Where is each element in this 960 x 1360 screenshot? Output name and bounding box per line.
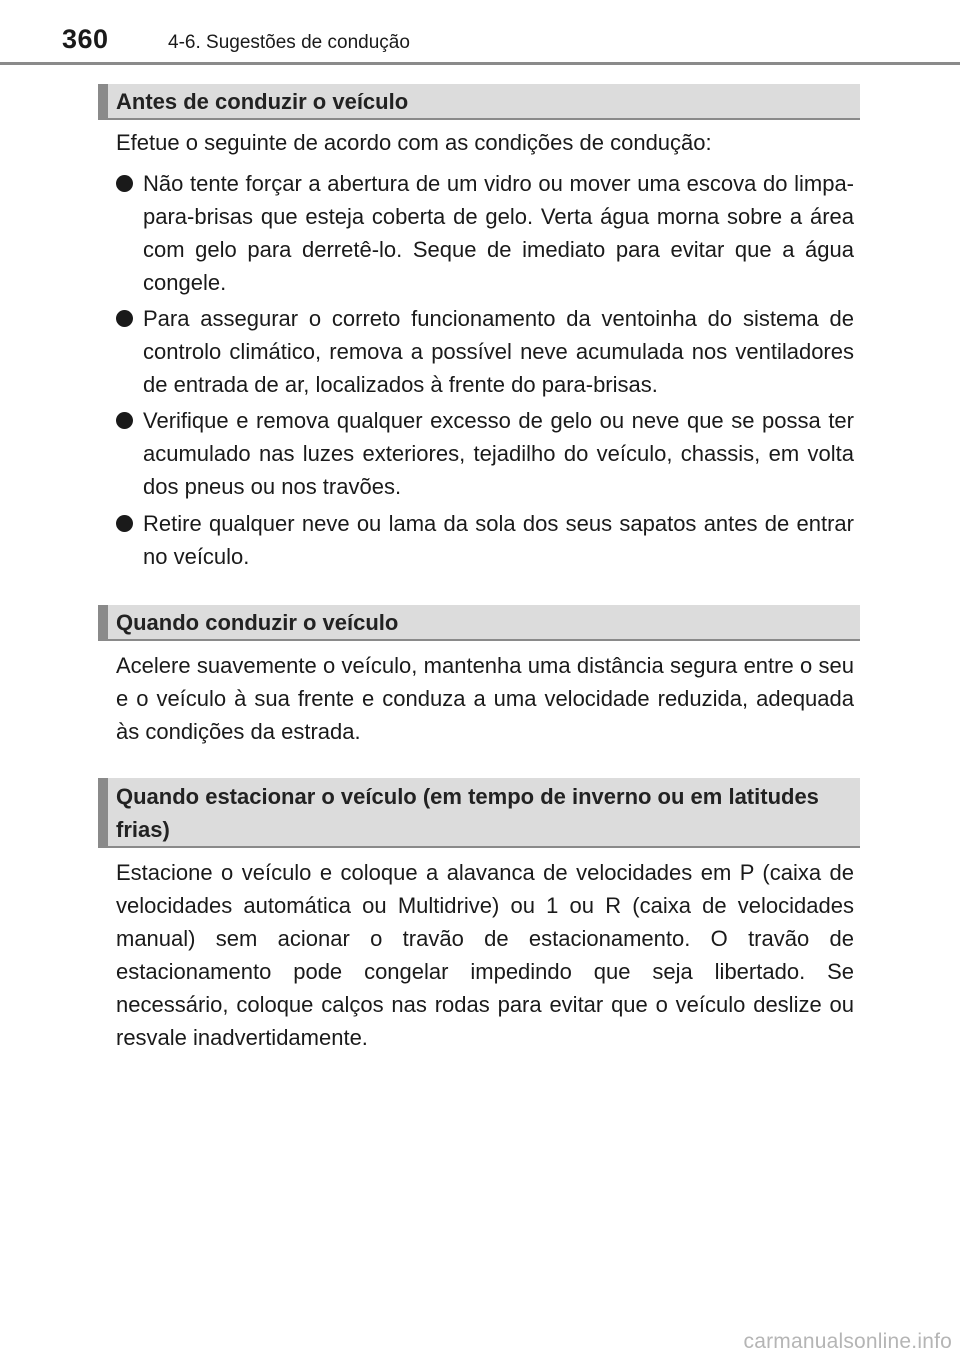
list-item-text: Retire qualquer neve ou lama da sola dos seus sapatos antes de entrar no veículo. (143, 511, 854, 569)
intro-paragraph: Efetue o seguinte de acordo com as condições de condução: (116, 130, 712, 155)
section-heading-before-driving: Antes de conduzir o veículo (98, 84, 860, 120)
page-number: 360 (62, 24, 109, 54)
body-paragraph-driving: Acelere suavemente o veículo, mantenha uma distância segura entre o seu e o veículo à sua frente e conduza a uma velocidade reduzida, adequada às condições da estrada. (116, 653, 854, 744)
list-item (116, 167, 854, 299)
header-divider (0, 62, 960, 65)
bullet-icon (116, 412, 133, 429)
list-item (116, 507, 854, 573)
bullet-icon (116, 515, 133, 532)
list-item-text: Não tente forçar a abertura de um vidro ou mover uma escova do limpa-para-brisas que esteja coberta de gelo. Verta água morna sobre a área com gelo para derretê-lo. Seque de imediato para evitar que a água congele. (143, 171, 854, 295)
section-heading-parking: Quando estacionar o veículo (em tempo de inverno ou em latitudes frias) (98, 778, 860, 848)
list-item (116, 404, 854, 503)
body-paragraph-parking: Estacione o veículo e coloque a alavanca de velocidades em P (caixa de velocidades automática ou Multidrive) ou 1 ou R (caixa de velocidades manual) sem acionar o travão de estacionamento. O travão de estacionamento pode congelar impedindo que seja libertado. Se necessário, coloque calços nas rodas para evitar que o veículo deslize ou resvale inadvertidamente. (116, 860, 854, 1050)
list-item-text: Para assegurar o correto funcionamento da ventoinha do sistema de controlo climático, remova a possível neve acumulada nos ventiladores de entrada de ar, localizados à frente do para-brisas. (143, 306, 854, 397)
bullet-icon (116, 175, 133, 192)
section-heading-while-driving: Quando conduzir o veículo (98, 605, 860, 641)
page-header (0, 0, 960, 66)
list-item (116, 302, 854, 401)
bullet-icon (116, 310, 133, 327)
list-item-text: Verifique e remova qualquer excesso de gelo ou neve que se possa ter acumulado nas luzes exteriores, tejadilho do veículo, chassis, em volta dos pneus ou nos travões. (143, 408, 854, 499)
watermark: carmanualsonline.info (743, 1330, 952, 1353)
chapter-title: 4-6. Sugestões de condução (168, 32, 410, 53)
